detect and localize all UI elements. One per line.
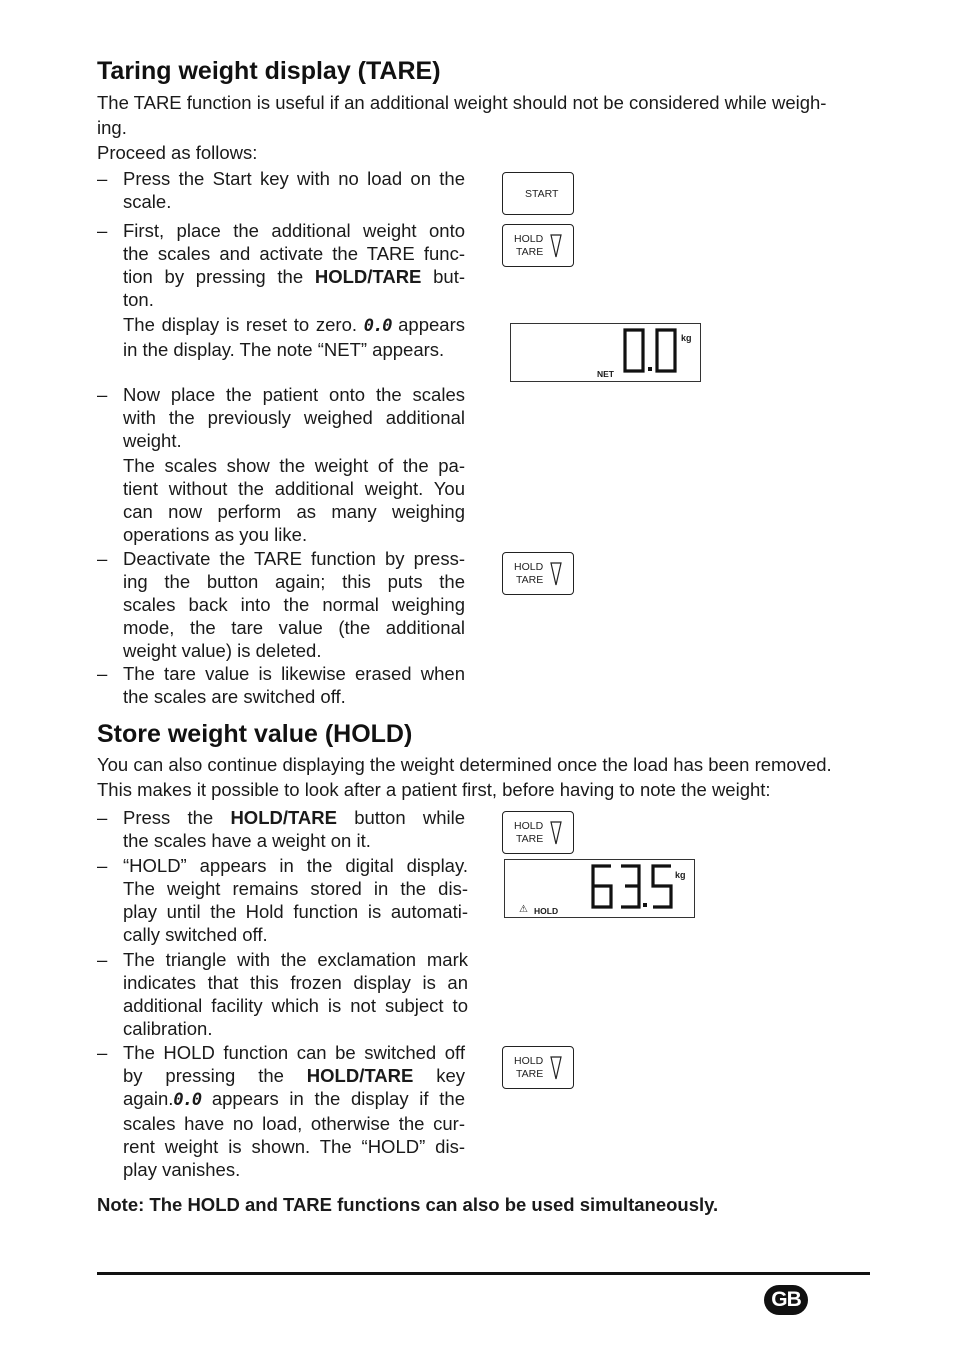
lcd-decimal-point bbox=[648, 367, 652, 371]
warning-triangle-icon: ⚠ bbox=[519, 904, 528, 915]
text-line: scale. bbox=[123, 191, 172, 212]
tare-intro bbox=[97, 90, 877, 165]
start-button[interactable] bbox=[502, 172, 574, 215]
text-line: indicates that this frozen display is an bbox=[123, 972, 468, 993]
hold-tare-button[interactable] bbox=[502, 224, 574, 267]
text-line: weight. bbox=[123, 430, 182, 451]
text-line: in the display. The note “NET” appears. bbox=[123, 339, 445, 360]
text-line: the scales and activate the TARE func- bbox=[123, 243, 465, 264]
note-text: Note: The HOLD and TARE functions can also be used simultaneously. bbox=[97, 1194, 719, 1215]
triangle-down-icon bbox=[550, 561, 562, 587]
lcd-digit-six bbox=[593, 866, 611, 907]
tare-intro-line1: The TARE function is useful if an additional weight should not be considered while weigh- bbox=[97, 92, 827, 113]
triangle-down-icon bbox=[550, 233, 562, 259]
text-line: rent weight is shown. The “HOLD” dis- bbox=[123, 1136, 465, 1157]
inline-lcd-value: 0.0 bbox=[173, 1090, 202, 1110]
bold-button-name: HOLD/TARE bbox=[230, 807, 337, 828]
text-line: with the previously weighed additional bbox=[123, 407, 465, 428]
hold-tare-button[interactable] bbox=[502, 811, 574, 854]
text-line bbox=[123, 1087, 465, 1112]
text-line: additional facility which is not subject to bbox=[123, 995, 468, 1016]
lcd-digit-zero bbox=[625, 330, 643, 371]
list-item-text bbox=[123, 662, 465, 708]
triangle-down-icon bbox=[550, 820, 562, 846]
bullet-dash: – bbox=[97, 1042, 108, 1063]
section-title-hold: Store weight value (HOLD) bbox=[97, 720, 413, 748]
hold-intro bbox=[97, 752, 877, 802]
text-line bbox=[123, 265, 465, 288]
list-item-text bbox=[123, 1041, 465, 1181]
list-item-text bbox=[123, 547, 465, 662]
text-run: again. bbox=[123, 1088, 174, 1109]
hold-tare-button[interactable] bbox=[502, 1046, 574, 1089]
bullet-dash: – bbox=[97, 807, 108, 828]
text-line: can now perform as many weighing bbox=[123, 501, 465, 522]
bullet-dash: – bbox=[97, 548, 108, 569]
tare-label: TARE bbox=[516, 246, 544, 258]
text-line: First, place the additional weight onto bbox=[123, 220, 465, 241]
bullet-dash: – bbox=[97, 384, 108, 405]
lcd-digit-five bbox=[653, 866, 671, 907]
tare-proceed: Proceed as follows: bbox=[97, 142, 258, 163]
tare-intro-line2: ing. bbox=[97, 117, 127, 138]
bold-button-name: HOLD/TARE bbox=[314, 266, 422, 287]
hold-label: HOLD bbox=[514, 561, 544, 573]
unit-label: kg bbox=[675, 870, 686, 880]
lcd-digits bbox=[589, 863, 689, 913]
hold-label: HOLD bbox=[514, 1055, 544, 1067]
triangle-down-icon bbox=[550, 1055, 562, 1081]
section-title-tare: Taring weight display (TARE) bbox=[97, 57, 441, 85]
bullet-dash: – bbox=[97, 949, 108, 970]
lcd-digit-three bbox=[621, 866, 639, 907]
text-line: ton. bbox=[123, 289, 154, 310]
hold-indicator: HOLD bbox=[534, 906, 559, 916]
text-line: play until the Hold function is automati- bbox=[123, 901, 468, 922]
text-line: calibration. bbox=[123, 1018, 213, 1039]
text-run: appears bbox=[391, 314, 465, 335]
text-line: Now place the patient onto the scales bbox=[123, 384, 465, 405]
text-line: the scales have a weight on it. bbox=[123, 830, 371, 851]
bullet-dash: – bbox=[97, 855, 108, 876]
text-line: cally switched off. bbox=[123, 924, 268, 945]
lcd-digit-zero bbox=[657, 330, 675, 371]
tare-label: TARE bbox=[516, 1068, 544, 1080]
list-item-text bbox=[123, 854, 468, 946]
net-indicator: NET bbox=[597, 369, 614, 379]
list-item-text bbox=[123, 383, 465, 546]
bold-button-name: HOLD/TARE bbox=[306, 1065, 414, 1086]
text-line: The triangle with the exclamation mark bbox=[123, 949, 468, 970]
text-line: the scales are switched off. bbox=[123, 686, 346, 707]
text-run: button while bbox=[336, 807, 465, 828]
unit-label: kg bbox=[681, 333, 692, 343]
text-line bbox=[123, 1064, 465, 1087]
text-line: The scales show the weight of the pa- bbox=[123, 455, 465, 476]
footer-rule bbox=[97, 1272, 870, 1275]
hold-intro-line2: This makes it possible to look after a patient first, before having to note the weight: bbox=[97, 779, 771, 800]
text-line: play vanishes. bbox=[123, 1159, 241, 1180]
text-line: “HOLD” appears in the digital display. bbox=[123, 855, 468, 876]
text-line: tient without the additional weight. You bbox=[123, 478, 465, 499]
list-item-text bbox=[123, 948, 468, 1040]
text-run: The display is reset to zero. bbox=[123, 314, 364, 335]
text-line: operations as you like. bbox=[123, 524, 308, 545]
hold-tare-button[interactable] bbox=[502, 552, 574, 595]
list-item-text bbox=[123, 806, 465, 852]
text-line: The tare value is likewise erased when bbox=[123, 663, 465, 684]
text-run: Press the bbox=[123, 807, 231, 828]
text-line: The HOLD function can be switched off bbox=[123, 1042, 465, 1063]
text-run: by pressing the bbox=[123, 1065, 307, 1086]
text-line: weight value) is deleted. bbox=[123, 640, 322, 661]
text-line: Press the Start key with no load on the bbox=[123, 168, 465, 189]
bullet-dash: – bbox=[97, 168, 108, 189]
text-line: The weight remains stored in the dis- bbox=[123, 878, 468, 899]
text-line: Deactivate the TARE function by press- bbox=[123, 548, 465, 569]
hold-intro-line1: You can also continue displaying the weight determined once the load has been removed. bbox=[97, 754, 832, 775]
start-button-label: START bbox=[525, 188, 559, 200]
net-display bbox=[510, 323, 701, 382]
bullet-dash: – bbox=[97, 663, 108, 684]
text-run: but- bbox=[421, 266, 465, 287]
inline-lcd-value: 0.0 bbox=[363, 316, 392, 336]
text-line bbox=[123, 313, 465, 338]
hold-label: HOLD bbox=[514, 820, 544, 832]
text-line: ing the button again; this puts the bbox=[123, 571, 465, 592]
list-item-text bbox=[123, 219, 465, 361]
text-line bbox=[123, 806, 465, 829]
tare-label: TARE bbox=[516, 833, 544, 845]
text-run: tion by pressing the bbox=[123, 266, 315, 287]
text-line: scales have no load, otherwise the cur- bbox=[123, 1113, 465, 1134]
language-badge: GB bbox=[764, 1285, 808, 1315]
hold-label: HOLD bbox=[514, 233, 544, 245]
hold-display bbox=[504, 859, 695, 918]
tare-label: TARE bbox=[516, 574, 544, 586]
bullet-dash: – bbox=[97, 220, 108, 241]
text-run: appears in the display if the bbox=[201, 1088, 465, 1109]
text-line: mode, the tare value (the additional bbox=[123, 617, 465, 638]
text-run: key bbox=[413, 1065, 465, 1086]
text-line: scales back into the normal weighing bbox=[123, 594, 465, 615]
list-item-text bbox=[123, 167, 465, 213]
lcd-decimal-point bbox=[643, 903, 647, 907]
